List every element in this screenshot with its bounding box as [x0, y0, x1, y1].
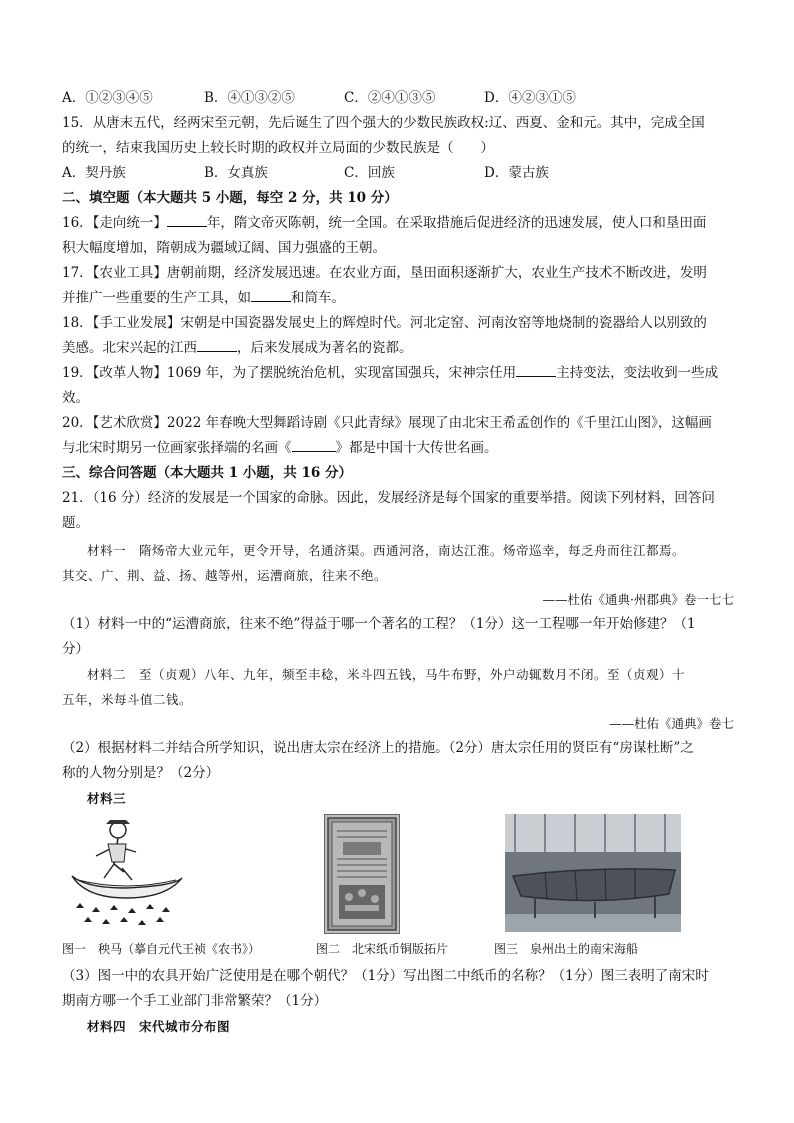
material-2-source: ——杜佑《通典》卷七: [608, 716, 734, 731]
q19-line2: 效。: [62, 390, 89, 406]
material-1-source: ——杜佑《通典·州郡典》卷一七七: [542, 592, 734, 607]
q21-line2: 题。: [62, 515, 89, 531]
q16-text-b: 年，隋文帝灭陈朝，统一全国。在采取措施后促进经济的迅速发展，使人口和垦田面: [206, 215, 707, 231]
q18-line2: [62, 336, 734, 361]
q14-option-a: A．①②③④⑤: [62, 90, 153, 106]
material-1: [62, 538, 734, 588]
q21-part1-line2: 分）: [62, 641, 89, 657]
q20-answer-blank[interactable]: [292, 437, 336, 452]
q21-line1: 21．（16 分）经济的发展是一个国家的命脉。因此，发展经济是每个国家的重要举措。阅读下列材料，回答问: [62, 490, 715, 506]
q15-option-c: C．回族: [344, 165, 395, 181]
q19-text-a: 19．【改革人物】1069 年，为了摆脱统治危机，实现富国强兵，宋神宗任用: [62, 365, 517, 381]
q21-part2-line2: 称的人物分别是？（2分）: [62, 765, 220, 781]
q14-option-d: D．④②③①⑤: [484, 90, 576, 106]
figure-1-rice-seedling-horse: [66, 816, 186, 934]
q18-answer-blank[interactable]: [197, 337, 237, 352]
section3-title: 三、综合问答题（本大题共 1 小题，共 16 分）: [62, 465, 352, 481]
q20-text-b: 》都是中国十大传世名画。: [335, 440, 498, 456]
q18-line1: 18．【手工业发展】宋朝是中国瓷器发展史上的辉煌时代。河北定窑、河南汝窑等地烧制的瓷器给人以别致的: [62, 315, 707, 331]
q19-answer-blank[interactable]: [516, 362, 556, 377]
q15-option-b: B．女真族: [204, 165, 268, 181]
q17-text-a: 并推广一些重要的生产工具，如: [62, 290, 251, 306]
material-4-label: 材料四 宋代城市分布图: [87, 1019, 231, 1034]
q21-part3-line2: 期南方哪一个手工业部门非常繁荣？（1分）: [62, 993, 328, 1009]
q14-option-b: B．④①③②⑤: [204, 90, 295, 106]
material-1-line2: 其交、广、荆、益、扬、越等州，运漕商旅，往来不绝。: [62, 568, 388, 583]
material-3-figures: [62, 814, 734, 964]
q18-text-b: ，后来发展成为著名的瓷都。: [237, 340, 413, 356]
figure-2-caption: 图二 北宋纸币铜版拓片: [316, 942, 449, 956]
q15-option-a: A．契丹族: [62, 165, 126, 181]
material-3-label: 材料三: [87, 791, 127, 806]
q21-part1-line1: （1）材料一中的“运漕商旅，往来不绝”得益于哪一个著名的工程？（1分）这一工程哪一年开始修建？（1: [62, 616, 696, 632]
q19-line1: [62, 361, 734, 386]
q21-part2-line1: （2）根据材料二并结合所学知识，说出唐太宗在经济上的措施。（2分）唐太宗任用的贤臣有“房谋杜断”之: [62, 740, 694, 756]
q21-part3-line1: （3）图一中的农具开始广泛使用是在哪个朝代？（1分）写出图二中纸币的名称？（1分）图三表明了南宋时: [62, 968, 709, 984]
q16-text-a: 16．【走向统一】: [62, 215, 167, 231]
figure-2-illustration: [325, 815, 399, 933]
exam-page: [62, 86, 734, 1040]
q15-option-d: D．蒙古族: [484, 165, 549, 181]
section2-title: 二、填空题（本大题共 5 小题，每空 2 分，共 10 分）: [62, 190, 398, 206]
q16-answer-blank[interactable]: [167, 212, 207, 227]
q15-stem-line1: 15．从唐末五代，经两宋至元朝，先后诞生了四个强大的少数民族政权:辽、西夏、金和元。其中，完成全国: [62, 115, 705, 131]
q15-options: [62, 161, 734, 186]
figure-2-banknote-rubbing: [324, 814, 400, 934]
q17-answer-blank[interactable]: [251, 287, 291, 302]
q17-line1: 17．【农业工具】唐朝前期，经济发展迅速。在农业方面，垦田面积逐渐扩大，农业生产技术不断改进，发明: [62, 265, 707, 281]
q20-line1: 20．【艺术欣赏】2022 年春晚大型舞蹈诗剧《只此青绿》展现了由北宋王希孟创作的《千里江山图》，这幅画: [62, 415, 712, 431]
q14-option-c: C．②④①③⑤: [344, 90, 436, 106]
figure-3-illustration: [505, 814, 681, 932]
material-2: [62, 662, 734, 712]
material-2-line1: 材料二 至（贞观）八年、九年，频至丰稔，米斗四五钱，马牛布野，外户动辄数月不闭。至（贞观）十: [87, 667, 686, 682]
q20-text-a: 与北宋时期另一位画家张择端的名画《: [62, 440, 292, 456]
q17-text-b: 和筒车。: [291, 290, 345, 306]
figure-3-song-ship-photo: [505, 814, 681, 932]
material-1-line1: 材料一 隋炀帝大业元年，更令开导，名通济渠。西通河洛，南达江淮。炀帝巡幸，每乏舟而往江都焉。: [87, 543, 686, 558]
figure-1-caption: 图一 秧马（摹自元代王祯《农书》）: [62, 942, 261, 956]
q16-line2: 积大幅度增加，隋朝成为疆域辽阔、国力强盛的王朝。: [62, 240, 386, 256]
q20-line2: [62, 436, 734, 461]
q17-line2: [62, 286, 734, 311]
material-2-line2: 五年，米每斗值二钱。: [62, 692, 193, 707]
q18-text-a: 美感。北宋兴起的江西: [62, 340, 197, 356]
figure-1-illustration: [66, 816, 186, 934]
q14-options: [62, 86, 734, 111]
q15-stem-line2: 的统一，结束我国历史上较长时期的政权并立局面的少数民族是（ ）: [62, 140, 494, 156]
q16-line1: [62, 211, 734, 236]
q19-text-b: 主持变法，变法收到一些成: [556, 365, 719, 381]
figure-3-caption: 图三 泉州出土的南宋海船: [494, 942, 639, 956]
